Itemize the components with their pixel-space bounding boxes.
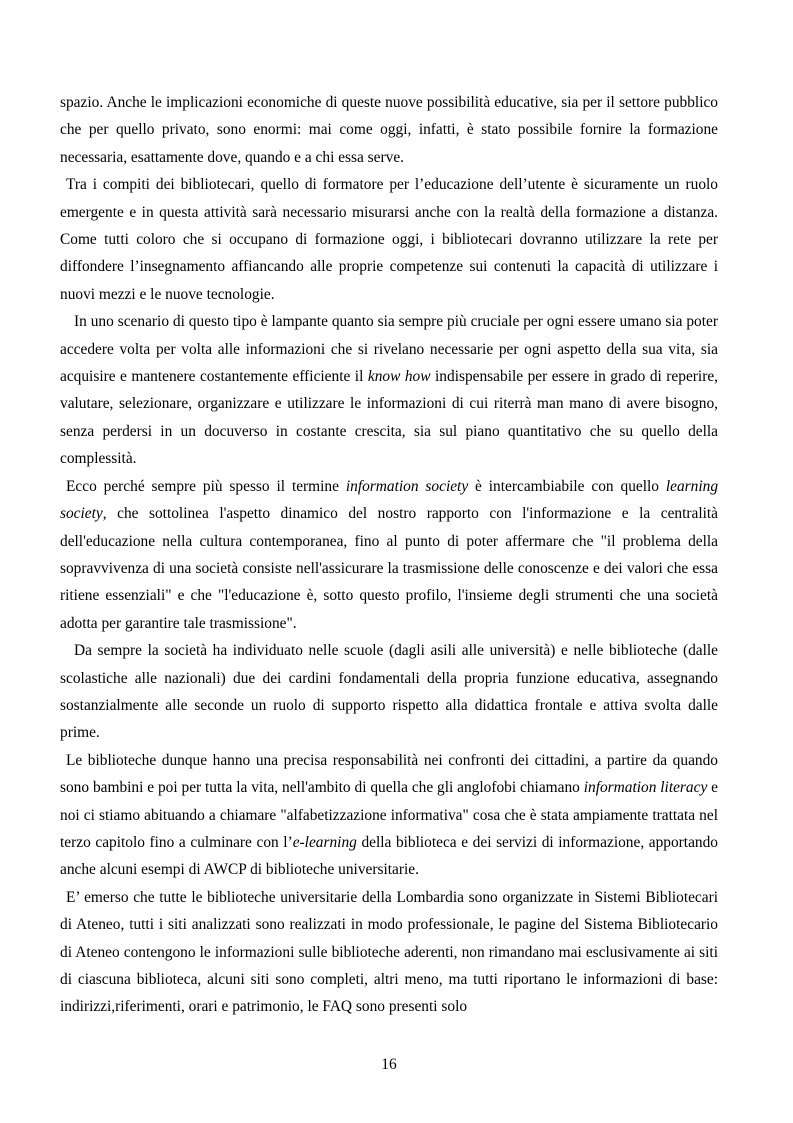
italic-term: information literacy	[583, 779, 708, 797]
italic-term: e-learning	[292, 833, 357, 851]
italic-term: learning society	[60, 477, 719, 523]
paragraph-6	[60, 747, 718, 884]
paragraph-7	[60, 884, 718, 1021]
text-run: Ecco perché sempre più spesso il termine	[66, 477, 346, 495]
paragraph-5	[60, 637, 718, 747]
text-run: Da sempre la società ha individuato nelle scuole (dagli asili alle università) e nelle biblioteche (dalle scolastiche alle nazionali) due dei cardini fondamentali della propria funzione educativa, assegnando sostanzialmente alle seconde un ruolo di supporto rispetto alla didattica frontale e attiva svolta dalle prime.	[60, 642, 718, 742]
page-number: 16	[381, 1056, 397, 1073]
italic-term: know how	[367, 368, 431, 386]
text-run: E’ emerso che tutte le biblioteche universitarie della Lombardia sono organizzate in Sistemi Bibliotecari di Ateneo, tutti i siti analizzati sono realizzati in modo professionale, le pagine del Sistema Bibliotecario di Ateneo contengono le informazioni sulle biblioteche aderenti, non rimandano mai esclusivamente ai siti di ciascuna biblioteca, alcuni siti sono completi, altri meno, ma tutti riportano le informazioni di base: indirizzi,riferimenti, orari e patrimonio, le FAQ sono presenti solo	[60, 888, 718, 1016]
text-run: Le biblioteche dunque hanno una precisa responsabilità nei confronti dei cittadini, a partire da quando sono bambini e poi per tutta la vita, nell'ambito di quella che gli anglofobi chiamano	[60, 751, 718, 797]
paragraph-1	[60, 89, 718, 171]
paragraph-3	[60, 308, 718, 472]
text-run: , che sottolinea l'aspetto dinamico del nostro rapporto con l'informazione e la centralità dell'educazione nella cultura contemporanea, fino al punto di poter affermare che "il problema della sopravvivenza di una società consiste nell'assicurare la trasmissione delle conoscenze e dei valori che essa ritiene essenziali" e che "l'educazione è, sotto questo profilo, l'insieme degli strumenti che una società adotta per garantire tale trasmissione".	[60, 505, 718, 632]
text-run: della biblioteca e dei servizi di informazione, apportando anche alcuni esempi di AWCP di biblioteche universitarie.	[60, 833, 718, 879]
text-run: spazio. Anche le implicazioni economiche di queste nuove possibilità educative, sia per il settore pubblico che per quello privato, sono enormi: mai come oggi, infatti, è stato possibile fornire la formazione necessaria, esattamente dove, quando e a chi essa serve.	[60, 94, 718, 166]
text-run: è intercambiabile con quello	[468, 477, 666, 495]
italic-term: information society	[345, 477, 469, 495]
paragraph-4	[60, 473, 718, 637]
text-run: Tra i compiti dei bibliotecari, quello di formatore per l’educazione dell’utente è sicuramente un ruolo emergente e in questa attività sarà necessario misurarsi anche con la realtà della formazione a distanza. Come tutti coloro che si occupano di formazione oggi, i bibliotecari dovranno utilizzare la rete per diffondere l’insegnamento affiancando alle proprie competenze sui contenuti la capacità di utilizzare i nuovi mezzi e le nuove tecnologie.	[60, 176, 718, 303]
text-run: e noi ci stiamo abituando a chiamare "alfabetizzazione informativa" cosa che è stata ampiamente trattata nel terzo capitolo fino a culminare con l’	[60, 779, 718, 851]
paragraph-2	[60, 171, 718, 308]
text-run: indispensabile per essere in grado di reperire, valutare, selezionare, organizzare e utilizzare le informazioni di cui riterrà man mano di avere bisogno, senza perdersi in un docuverso in costante crescita, sia sul piano quantitativo che su quello della complessità.	[60, 368, 718, 468]
document-page	[60, 89, 718, 1021]
text-run: In uno scenario di questo tipo è lampante quanto sia sempre più cruciale per ogni essere umano sia poter accedere volta per volta alle informazioni che si rivelano necessarie per ogni aspetto della sua vita, sia acquisire e mantenere costantemente efficiente il	[60, 313, 718, 386]
